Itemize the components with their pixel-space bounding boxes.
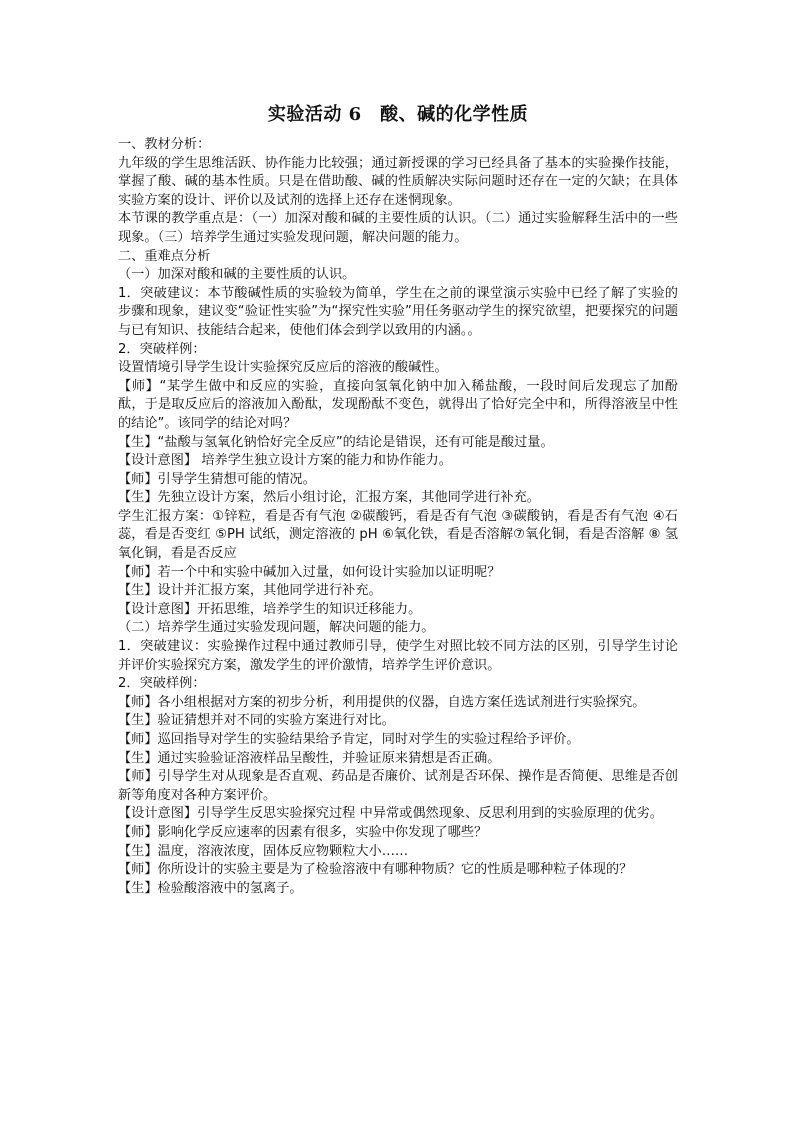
paragraph: 【生】“盐酸与氢氧化钠恰好完全反应”的结论是错误，还有可能是酸过量。 (118, 434, 554, 450)
document-title: 实验活动 6 酸、碱的化学性质 (267, 104, 529, 125)
paragraph: 【设计意图】开拓思维，培养学生的知识迁移能力。 (118, 601, 422, 617)
paragraph: 一、教材分析： (118, 137, 211, 152)
paragraph: 【生】通过实验验证溶液样品呈酸性，并验证原来猜想是否正确。 (118, 750, 501, 766)
paragraph: 【师】引导学生对从现象是否直观、药品是否廉价、试剂是否环保、操作是否简便、思维是否创新等角度对各种方案评价。 (118, 769, 678, 803)
paragraph: 【生】设计并汇报方案，其他同学进行补充。 (118, 583, 382, 599)
paragraph: 【生】先独立设计方案，然后小组讨论，汇报方案，其他同学进行补充。 (118, 490, 540, 506)
paragraph: 1．突破建议：本节酸碱性质的实验较为简单，学生在之前的课堂演示实验中已经了解了实验的步骤和现象，建议变“验证性实验”为“探究性实验”用任务驱动学生的探究欲望，把要探究的问题与已有知识、技能结合起来，使他们体会到学以致用的内涵。。 (118, 285, 678, 338)
paragraph: （一）加深对酸和碱的主要性质的认识。 (118, 267, 356, 283)
paragraph: 二、重难点分析 (118, 248, 211, 264)
paragraph: （二）培养学生通过实验发现问题，解决问题的能力。 (118, 620, 435, 636)
paragraph: 九年级的学生思维活跃、协作能力比较强；通过新授课的学习已经具备了基本的实验操作技能，掌握了酸、碱的基本性质。只是在借助酸、碱的性质解决实际问题时还存在一定的欠缺；在具体实验方案的设计、评价以及试剂的选择上还存在迷惘现象。 (118, 155, 678, 208)
paragraph: 【生】温度，溶液浓度，固体反应物颗粒大小…… (118, 843, 409, 859)
paragraph: 1．突破建议：实验操作过程中通过教师引导，使学生对照比较不同方法的区别，引导学生讨论并评价实验探究方案，激发学生的评价激情，培养学生评价意识。 (118, 639, 678, 673)
paragraph: 【师】影响化学反应速率的因素有很多，实验中你发现了哪些？ (118, 824, 488, 840)
paragraph: 本节课的教学重点是：（一）加深对酸和碱的主要性质的认识。（二）通过实验解释生活中的一些现象。（三）培养学生通过实验发现问题，解决问题的能力。 (118, 211, 678, 245)
paragraph: 学生汇报方案：①锌粒，看是否有气泡 ②碳酸钙，看是否有气泡 ③碳酸钠，看是否有气泡 ④石蕊，看是否变红 ⑤PH 试纸，测定溶液的 pH ⑥氧化铁，看是否溶解⑦氧化铜，看是否溶解 ⑧ 氢氧化铜，看是否反应 (118, 508, 678, 562)
paragraph: 【师】引导学生猜想可能的情况。 (118, 471, 316, 487)
paragraph: 【师】你所设计的实验主要是为了检验溶液中有哪种物质？它的性质是哪种粒子体现的？ (118, 862, 633, 878)
paragraph: 2．突破样例： (118, 676, 206, 692)
document-page (118, 100, 678, 898)
paragraph: 【师】若一个中和实验中碱加入过量，如何设计实验加以证明呢？ (118, 564, 501, 580)
paragraph: 【生】检验酸溶液中的氢离子。 (118, 880, 303, 896)
paragraph: 【师】各小组根据对方案的初步分析，利用提供的仪器，自选方案任选试剂进行实验探究。 (118, 694, 646, 710)
paragraph: 2．突破样例： (118, 341, 206, 357)
paragraph: 【师】巡回指导对学生的实验结果给予肯定，同时对学生的实验过程给予评价。 (118, 732, 580, 747)
document-body (118, 136, 678, 898)
paragraph: 【设计意图】 培养学生独立设计方案的能力和协作能力。 (118, 453, 452, 469)
paragraph: 设置情境引导学生设计实验探究反应后的溶液的酸碱性。 (118, 360, 448, 376)
paragraph: 【生】验证猜想并对不同的实验方案进行对比。 (118, 713, 395, 729)
paragraph: 【师】“某学生做中和反应的实验，直接向氢氧化钠中加入稀盐酸，一段时间后发现忘了加酚酞，于是取反应后的溶液加入酚酞，发现酚酞不变色，就得出了恰好完全中和，所得溶液呈中性的结论”。该同学的结论对吗？ (118, 378, 678, 431)
paragraph: 【设计意图】引导学生反思实验探究过程 中异常或偶然现象、反思利用到的实验原理的优劣。 (118, 806, 663, 822)
